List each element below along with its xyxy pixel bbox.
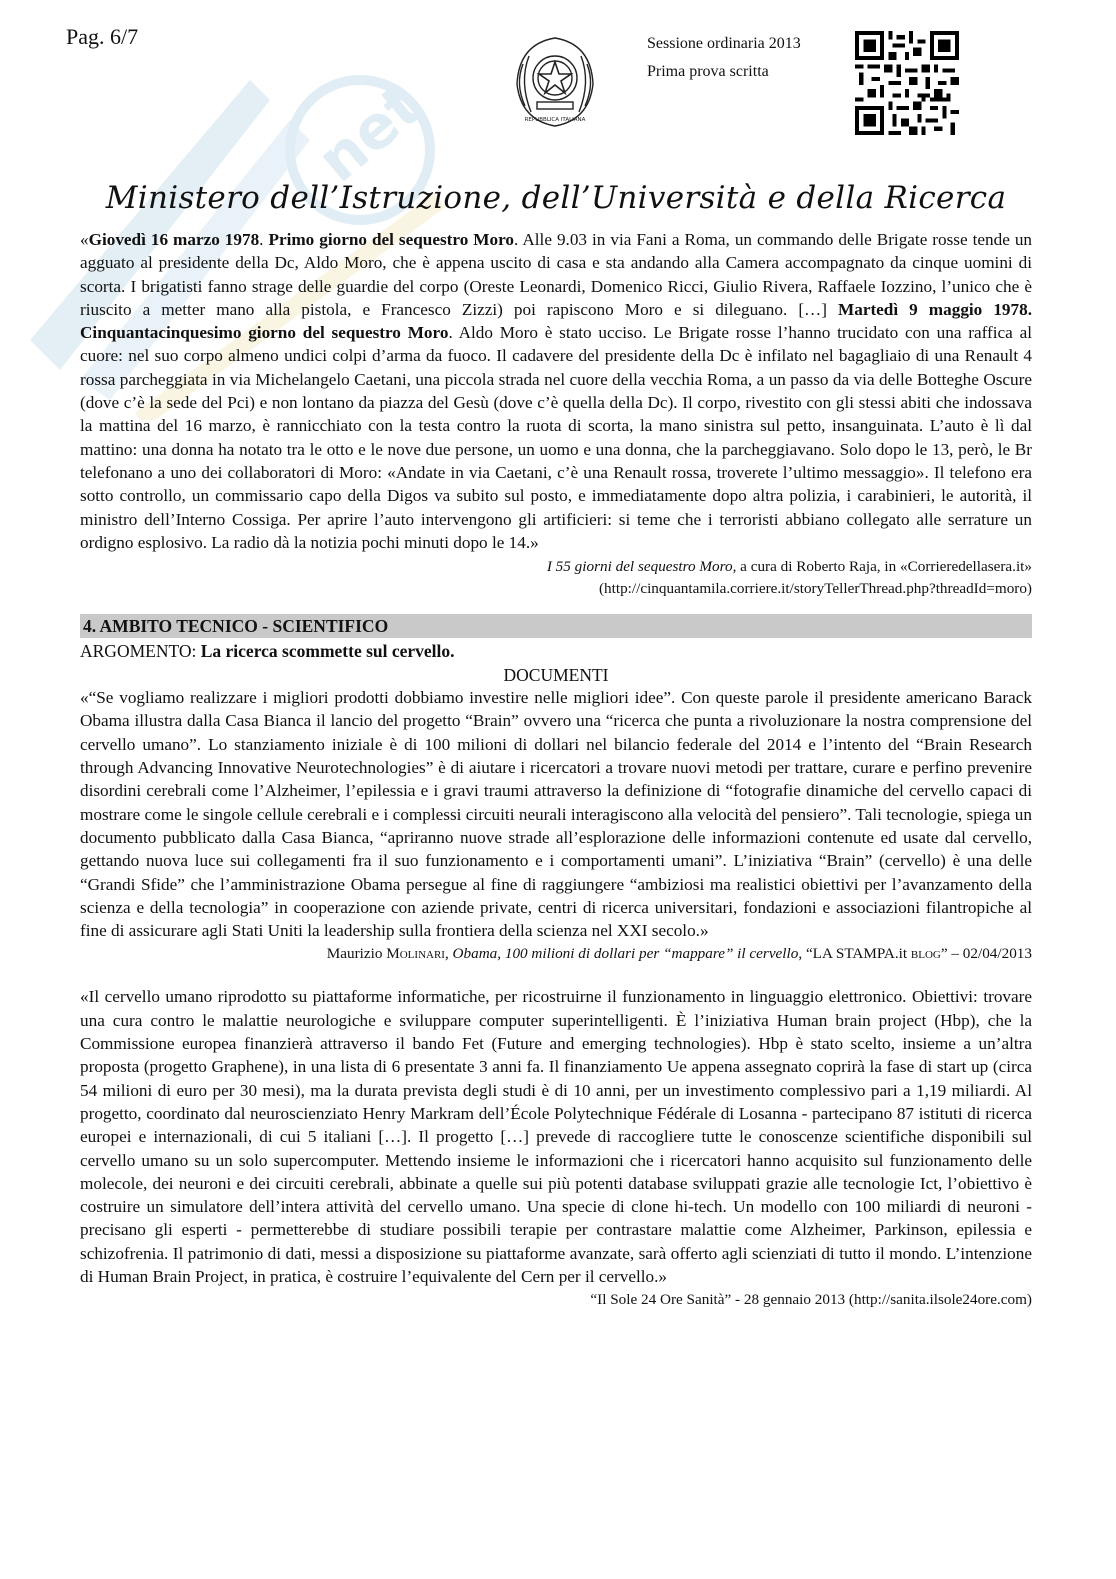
qr-code-icon	[855, 31, 959, 135]
source-title: Obama, 100 milioni di dollari per “mappare” il cervello	[452, 945, 799, 963]
text-run: .	[259, 230, 269, 249]
doc2-source: “Il Sole 24 Ore Sanità” - 28 gennaio 2013 (http://sanita.ilsole24ore.com)	[590, 1291, 1032, 1309]
session-info	[647, 30, 801, 86]
source-url: (http://cinquantamila.corriere.it/storyTellerThread.php?threadId=moro)	[598, 580, 1032, 598]
text-run: blog	[910, 945, 941, 963]
doc1-source	[80, 943, 1032, 965]
text-run: «	[80, 230, 89, 249]
ministry-title: Ministero dell’Istruzione, dell’Università e della Ricerca	[105, 180, 1007, 216]
republic-emblem-icon	[509, 34, 601, 130]
text-run: ” – 02/04/2013	[940, 945, 1032, 963]
session-line: Sessione ordinaria 2013	[647, 35, 801, 52]
bold-heading: Martedì 9 maggio 1978. Cinquantacinquesimo giorno del sequestro Moro	[80, 299, 1032, 343]
text-run: , “LA STAMPA.it	[798, 945, 911, 963]
text-run: . Alle 9.03 in via Fani a Roma, un commando delle Brigate rosse tende un agguato al presidente della Dc, Aldo Moro, che è appena uscito di casa e sta andando alla Camera accompagnato da cinque uomini di scorta. I brigatisti fanno strage delle guardie del corpo (Oreste Leonardi, Domenico Ricci, Giulio Rivera, Raffaele Iozzino, l’unico che è riuscito a metter mano alla pistola, e Francesco Zizzi) poi rapiscono Moro e si dileguano. […]	[80, 230, 1033, 319]
doc1-paragraph: «“Se vogliamo realizzare i migliori prodotti dobbiamo investire nelle migliori idee”. Con queste parole il presidente americano Barack Obama illustra dalla Casa Bianca il lancio del progetto “Brain” ovvero una “ricerca che punta a rivoluzionare la nostra comprensione del cervello umano”. Lo stanziamento iniziale è di 100 milioni di dollari nel bilancio federale del 2014 e l’intento del “Brain Research through Advancing Innovative Neurotechnologies” è di aiutare i ricercatori a trovare nuovi metodi per trattare, curare e perfino prevenire disordini cerebrali come l’Alzheimer, l’epilessia e i gravi traumi attraverso la definizione di “fotografie dinamiche del cervello capaci di mostrare come le singole cellule cerebrali e i complessi circuiti neurali interagiscono alla velocità del pensiero”. Tali tecnologie, spiega un documento pubblicato dalla Casa Bianca, “apriranno nuove strade all’esplorazione delle informazioni contenute ed usate dal cervello, gettando nuova luce sui collegamenti fra il suo funzionamento e i comportamenti umani”. L’iniziativa “Brain” (cervello) è una delle “Grandi Sfide” che l’amministrazione Obama persegue al fine di raggiungere “ambiziosi ma realistici obiettivi per l’avanzamento della scienza e della tecnologia” in cooperazione con aziende private, centri di ricerca universitari, fondazioni e associazioni filantropiche al fine di assicurare agli Stati Uniti la leadership sulla frontiera della scienza nel XXI secolo.»	[80, 688, 1032, 941]
bold-heading: Primo giorno del sequestro Moro	[268, 230, 515, 249]
bold-date: Giovedì 16 marzo 1978	[88, 230, 260, 249]
text-run: ,	[444, 945, 453, 963]
text-run: . Aldo Moro è stato ucciso. Le Brigate rosse l’hanno trucidato con una raffica al cuore: nel suo corpo almeno undici colpi d’arma da fuoco. Il cadavere del presidente della Dc è infilato nel bagagliaio di una Renault 4 rossa parcheggiata in via Michelangelo Caetani, una piccola strada nel cuore della vecchia Roma, a un passo da via delle Botteghe Oscure (dove c’è la sede del Pci) e non lontano da piazza del Gesù (dove c’è quella della Dc). Il corpo, rivestito con gli stessi abiti che indossava la mattina del 16 marzo, è rannicchiato con la testa contro la ruota di scorta, la mano sinistra sul petto, insanguinata. L’auto è lì dal mattino: una donna ha notato tra le otto e le nove due persone, un uomo e una donna, che la parcheggiavano. Solo dopo le 13, però, le Br telefonano a uno dei collaboratori di Moro: «Andate in via Caetani, c’è una Renault rossa, troverete l’ultimo messaggio». Il telefono era sotto controllo, un commissario capo della Digos va subito sul posto, e immediatamente dopo altra polizia, i carabinieri, le autorità, il ministro dell’Interno Cossiga. Per aprire l’auto intervengono gli artificieri: si teme che i terroristi abbiano collegato alle serrature un ordigno esplosivo. La radio dà la notizia pochi minuti dopo le 14.»	[80, 323, 1032, 552]
argument-label: ARGOMENTO:	[80, 641, 201, 662]
exam-line: Prima prova scritta	[647, 63, 769, 80]
doc2-paragraph: «Il cervello umano riprodotto su piattaforme informatiche, per ricostruirne il funzionamento in linguaggio elettronico. Obiettivi: trovare una cura contro le malattie neurologiche e sviluppare computer superintelligenti. È l’iniziativa Human brain project (Hbp), che la Commissione europea finanzierà attraverso il bando Fet (Future and emerging technologies). Hbp è stato scelto, insieme a un’altra proposta (progetto Graphene), in una lista di 6 presentate 3 anni fa. Il finanziamento Ue appena assegnato coprirà la fase di start up (circa 54 milioni di euro per 30 mesi), ma la durata prevista degli studi è di 10 anni, per un investimento complessivo pari a 1,19 miliardi. Al progetto, coordinato dal neuroscienziato Henry Markram dell’École Polytechnique Fédérale di Losanna - partecipano 87 istituti di ricerca europei e internazionali, di cui 5 italiani […]. Il progetto […] prevede di raccogliere tutte le conoscenze scientifiche disponibili sul cervello umano su un solo supercomputer. Mettendo insieme le informazioni che i ricercatori hanno acquisito sul funzionamento delle molecole, dei neuroni e dei circuiti cerebrali, abbinate a quelle sui più potenti database sviluppati grazie alle tecnologie Ict, l’obiettivo è costruire un simulatore dell’intera attività del cervello umano. Una specie di clone hi-tech. Un modello con 100 miliardi di neuroni - precisano gli esperti - permetterebbe di studiare possibili terapie per contrastare malattie come Alzheimer, Parkinson, epilessia e schizofrenia. Il patrimonio di dati, messi a disposizione su piattaforme avanzate, sarà offerto agli scienziati di tutto il mondo. L’intenzione di Human Brain Project, in pratica, è costruire l’equivalente del Cern per il cervello.»	[80, 987, 1032, 1286]
documents-label: DOCUMENTI	[503, 665, 609, 686]
emblem-caption: REPUBBLICA ITALIANA	[524, 117, 586, 123]
page-number: Pag. 6/7	[66, 24, 139, 49]
document-body	[80, 228, 1032, 1311]
section-heading: 4. AMBITO TECNICO - SCIENTIFICO	[80, 614, 1032, 638]
argument-line	[80, 638, 1032, 664]
moro-source	[80, 556, 1032, 600]
argument-title: La ricerca scommette sul cervello.	[200, 641, 455, 662]
moro-paragraph	[80, 228, 1032, 554]
source-author-surname: Molinari	[386, 945, 445, 963]
source-author: Maurizio	[326, 945, 387, 963]
source-rest: , a cura di Roberto Raja, in «Corrieredellasera.it»	[732, 558, 1032, 576]
watermark-text: net	[304, 70, 436, 197]
source-title: I 55 giorni del sequestro Moro	[546, 558, 733, 576]
